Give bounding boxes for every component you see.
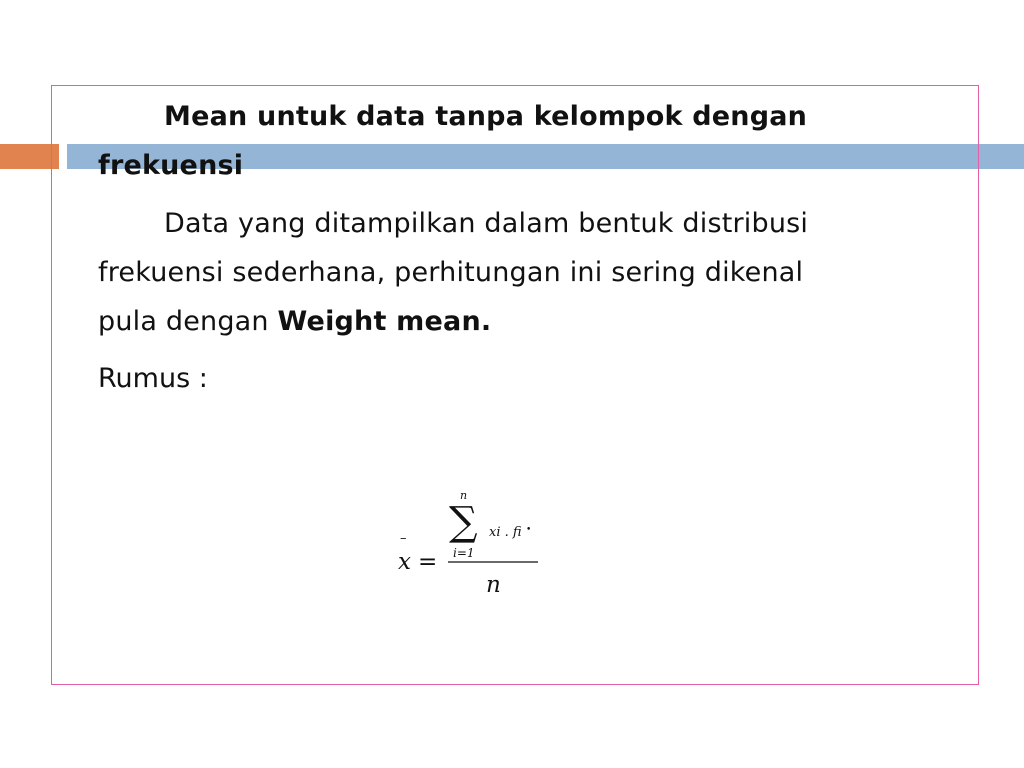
weighted-mean-formula [392,484,552,602]
body-line-2: frekuensi sederhana, perhitungan ini sering dikenal [98,257,804,288]
sum-lower-limit: i=1 [453,546,475,560]
weight-mean-term: Weight mean. [277,306,492,337]
term-dot: • [526,525,532,535]
mean-symbol: x [398,549,411,575]
denominator: n [486,572,501,598]
sum-term: xi . fi [489,525,522,540]
mean-bar: – [400,531,407,546]
heading-line-1: Mean untuk data tanpa kelompok dengan [164,101,808,132]
sigma-symbol: ∑ [449,499,478,545]
body-paragraph [98,199,928,346]
body-line-1: Data yang ditampilkan dalam bentuk distribusi [164,208,809,239]
sum-upper-limit: n [460,489,468,502]
equals-sign: = [418,549,438,575]
heading-line-2: frekuensi [98,150,244,181]
body-line-3: pula dengan Weight mean. [98,306,492,337]
slide-heading [98,92,928,190]
rumus-label: Rumus : [98,363,208,394]
